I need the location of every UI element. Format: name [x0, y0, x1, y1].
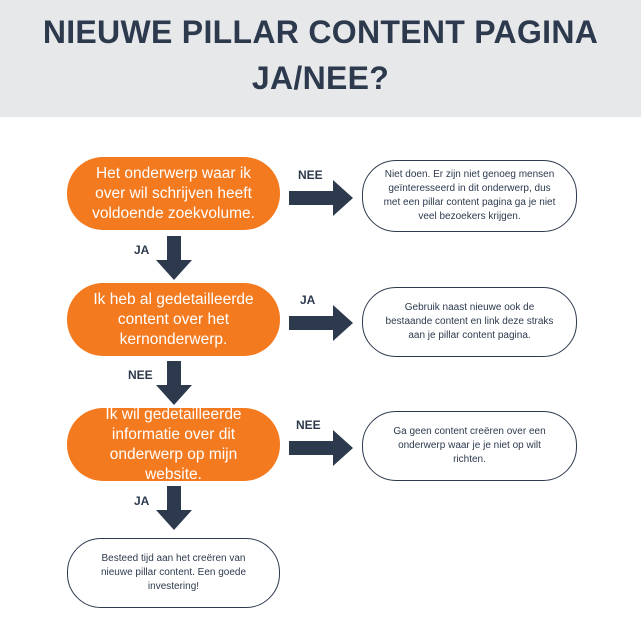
q3-right-label: NEE	[296, 418, 321, 432]
page-title-line1: NIEUWE PILLAR CONTENT PAGINA	[42, 14, 599, 50]
question-3-pill: Ik wil gedetailleerde informatie over dit onderwerp op mijn website.	[67, 408, 280, 481]
question-1-pill: Het onderwerp waar ik over wil schrijven heeft voldoende zoekvolume.	[67, 157, 280, 230]
q2-right-label: JA	[300, 293, 316, 307]
q2-result-box: Gebruik naast nieuwe ook de bestaande content en link deze straks aan je pillar content pagina.	[362, 287, 577, 357]
q1-down-arrow	[156, 236, 192, 282]
page-title-line2: JA/NEE?	[251, 60, 390, 96]
q1-right-arrow	[289, 180, 355, 216]
q3-right-arrow	[289, 430, 355, 466]
q3-result-box: Ga geen content creëren over een onderwerp waar je je niet op wilt richten.	[362, 411, 577, 481]
q3-down-arrow	[156, 486, 192, 532]
q2-right-arrow	[289, 305, 355, 341]
q2-down-arrow	[156, 361, 192, 407]
q1-result-box: Niet doen. Er zijn niet genoeg mensen geïnteresseerd in dit onderwerp, dus met een pillar content pagina ga je niet veel bezoekers krijgen.	[362, 160, 577, 232]
q2-down-label: NEE	[128, 368, 153, 382]
final-result-box: Besteed tijd aan het creëren van nieuwe pillar content. Een goede investering!	[67, 538, 280, 608]
q1-right-label: NEE	[298, 168, 323, 182]
q3-down-label: JA	[134, 494, 150, 508]
question-2-pill: Ik heb al gedetailleerde content over het kernonderwerp.	[67, 283, 280, 356]
q1-down-label: JA	[134, 243, 150, 257]
